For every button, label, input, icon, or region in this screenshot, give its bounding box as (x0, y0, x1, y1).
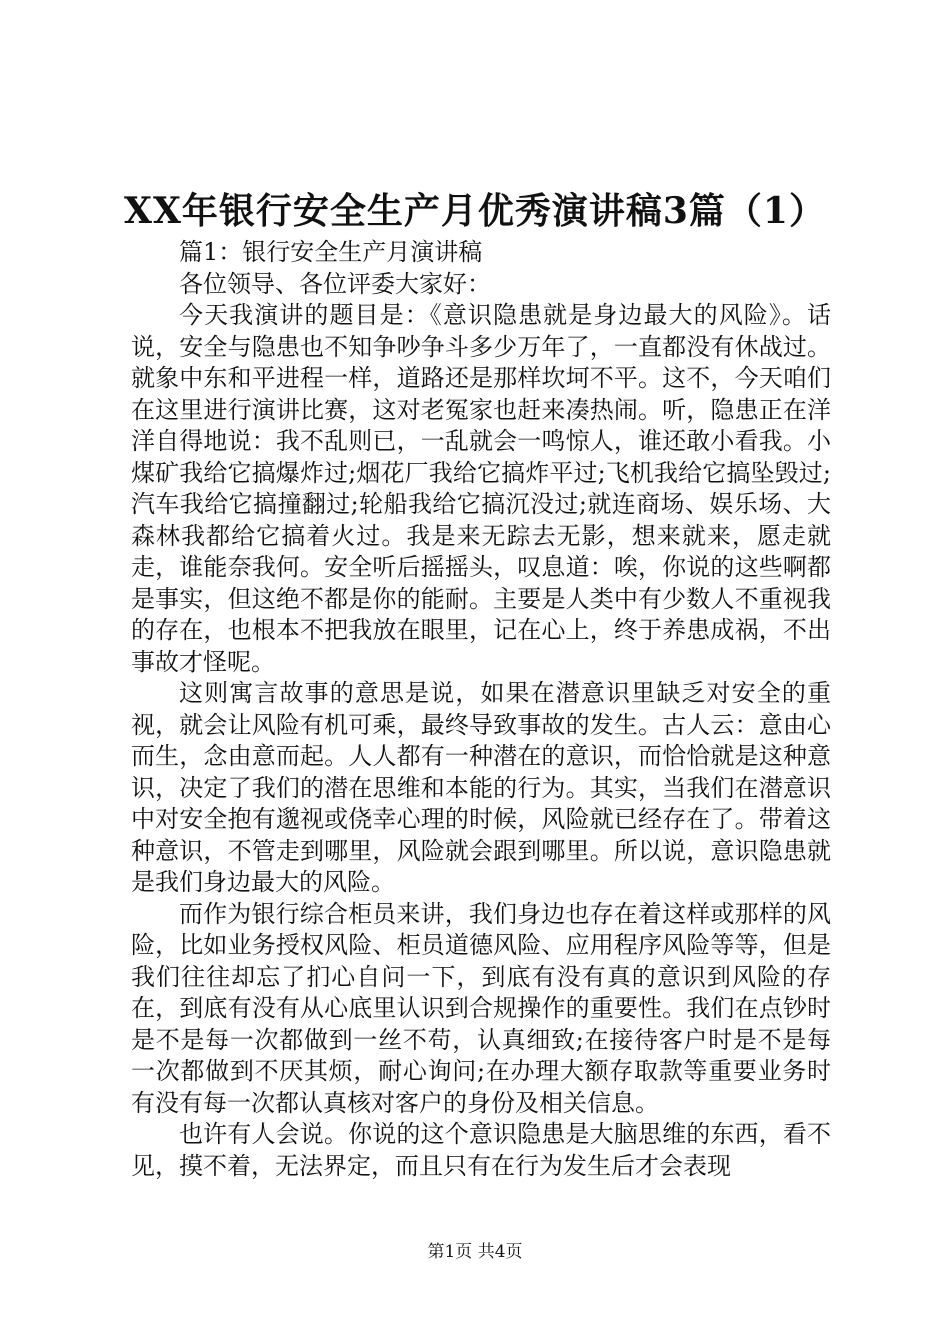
paragraph: 也许有人会说。你说的这个意识隐患是大脑思维的东西，看不见，摸不着，无法界定，而且只有在行为发生后才会表现 (131, 1120, 831, 1180)
paragraph-section-heading: 篇1：银行安全生产月演讲稿 (179, 238, 483, 266)
paragraph: 今天我演讲的题目是：《意识隐患就是身边最大的风险》。话说，安全与隐患也不知争吵争斗多少万年了，一直都没有休战过。就象中东和平进程一样，道路还是那样坎坷不平。这不，今天咱们在这里进行演讲比赛，这对老冤家也赶来凑热闹。听，隐患正在洋洋自得地说：我不乱则已，一乱就会一鸣惊人，谁还敢小看我。小煤矿我给它搞爆炸过;烟花厂我给它搞炸平过;飞机我给它搞坠毁过;汽车我给它搞撞翻过;轮船我给它搞沉没过;就连商场、娱乐场、大森林我都给它搞着火过。我是来无踪去无影，想来就来，愿走就走，谁能奈我何。安全听后摇摇头，叹息道：唉，你说的这些啊都是事实，但这绝不都是你的能耐。主要是人类中有少数人不重视我的存在，也根本不把我放在眼里，记在心上，终于养患成祸，不出事故才怪呢。 (131, 301, 831, 676)
paragraph-greeting: 各位领导、各位评委大家好： (179, 269, 491, 298)
paragraph: 而作为银行综合柜员来讲，我们身边也存在着这样或那样的风险，比如业务授权风险、柜员道德风险、应用程序风险等等，但是我们往往却忘了扪心自问一下，到底有没有真的意识到风险的存在，到底有没有从心底里认识到合规操作的重要性。我们在点钞时是不是每一次都做到一丝不苟，认真细致;在接待客户时是不是每一次都做到不厌其烦，耐心询问;在办理大额存取款等重要业务时有没有每一次都认真核对客户的身份及相关信息。 (131, 899, 831, 1117)
document-title: XX年银行安全生产月优秀演讲稿3篇（1） (124, 190, 826, 232)
paragraph: 这则寓言故事的意思是说，如果在潜意识里缺乏对安全的重视，就会让风险有机可乘，最终导致事故的发生。古人云：意由心而生，念由意而起。人人都有一种潜在的意识，而恰恰就是这种意识，决定了我们的潜在思维和本能的行为。其实，当我们在潜意识中对安全抱有邈视或侥幸心理的时候，风险就已经存在了。带着这种意识，不管走到哪里，风险就会跟到哪里。所以说，意识隐患就是我们身边最大的风险。 (131, 679, 831, 896)
document-body (131, 237, 831, 1182)
page-footer: 第1页 共4页 (427, 1242, 523, 1262)
